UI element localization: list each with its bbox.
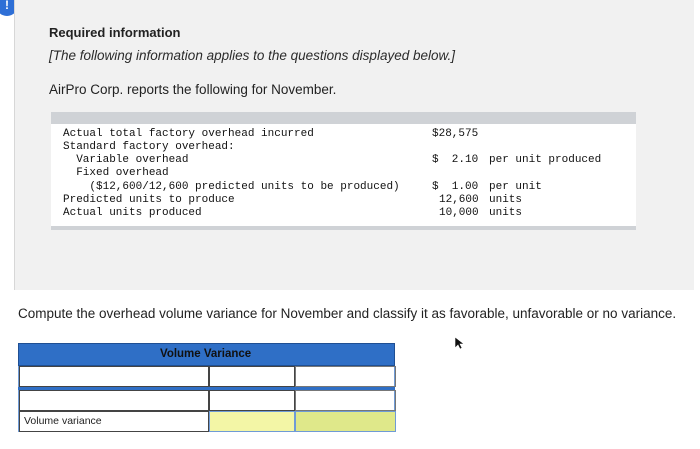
info-unit-fixed-rate: per unit [489, 181, 542, 193]
required-info-subtitle: [The following information applies to the questions displayed below.] [49, 48, 455, 63]
info-value-actual-units: 10,000 [439, 207, 479, 219]
table-row [18, 390, 395, 411]
info-label-fixed-rate-calc: ($12,600/12,600 predicted units to be produced) [63, 181, 400, 193]
volume-variance-amount-input[interactable] [209, 411, 295, 432]
volume-variance-header-label: Volume Variance [160, 348, 252, 360]
info-unit-predicted-units: units [489, 194, 523, 206]
info-value-fixed-rate: $ 1.00 [432, 181, 479, 193]
row1-amount-cell[interactable] [209, 366, 295, 387]
info-label-actual-units: Actual units produced [63, 207, 202, 219]
row2-class-cell[interactable] [295, 390, 396, 411]
row1-class-cell[interactable] [295, 366, 396, 387]
volume-variance-row-label: Volume variance [24, 415, 102, 427]
info-unit-actual-units: units [489, 207, 523, 219]
mouse-pointer-icon [454, 336, 466, 350]
volume-variance-classification-input[interactable] [295, 411, 396, 432]
row1-label-cell[interactable] [19, 366, 209, 387]
intro-text: AirPro Corp. reports the following for November. [49, 82, 337, 97]
info-value-predicted-units: 12,600 [439, 194, 479, 206]
volume-variance-header [18, 343, 395, 366]
question-text: Compute the overhead volume variance for November and classify it as favorable, unfavorable or no variance. [18, 306, 677, 321]
info-label-standard-overhead: Standard factory overhead: [63, 141, 235, 153]
volume-variance-label-cell [19, 411, 209, 432]
required-info-title: Required information [49, 25, 181, 40]
info-label-actual-overhead: Actual total factory overhead incurred [63, 128, 314, 140]
table-row [18, 411, 395, 432]
info-label-fixed-overhead: Fixed overhead [63, 167, 169, 179]
info-table-top-bar [51, 112, 636, 124]
row2-amount-cell[interactable] [209, 390, 295, 411]
info-label-variable-overhead: Variable overhead [63, 154, 189, 166]
info-unit-variable-overhead: per unit produced [489, 154, 602, 166]
info-table-bottom-bar [51, 226, 636, 230]
info-value-variable-overhead: $ 2.10 [432, 154, 479, 166]
alert-icon: ! [0, 0, 18, 16]
row2-label-cell[interactable] [19, 390, 209, 411]
info-label-predicted-units: Predicted units to produce [63, 194, 235, 206]
table-row [18, 366, 395, 387]
info-value-actual-overhead: $28,575 [432, 128, 479, 140]
